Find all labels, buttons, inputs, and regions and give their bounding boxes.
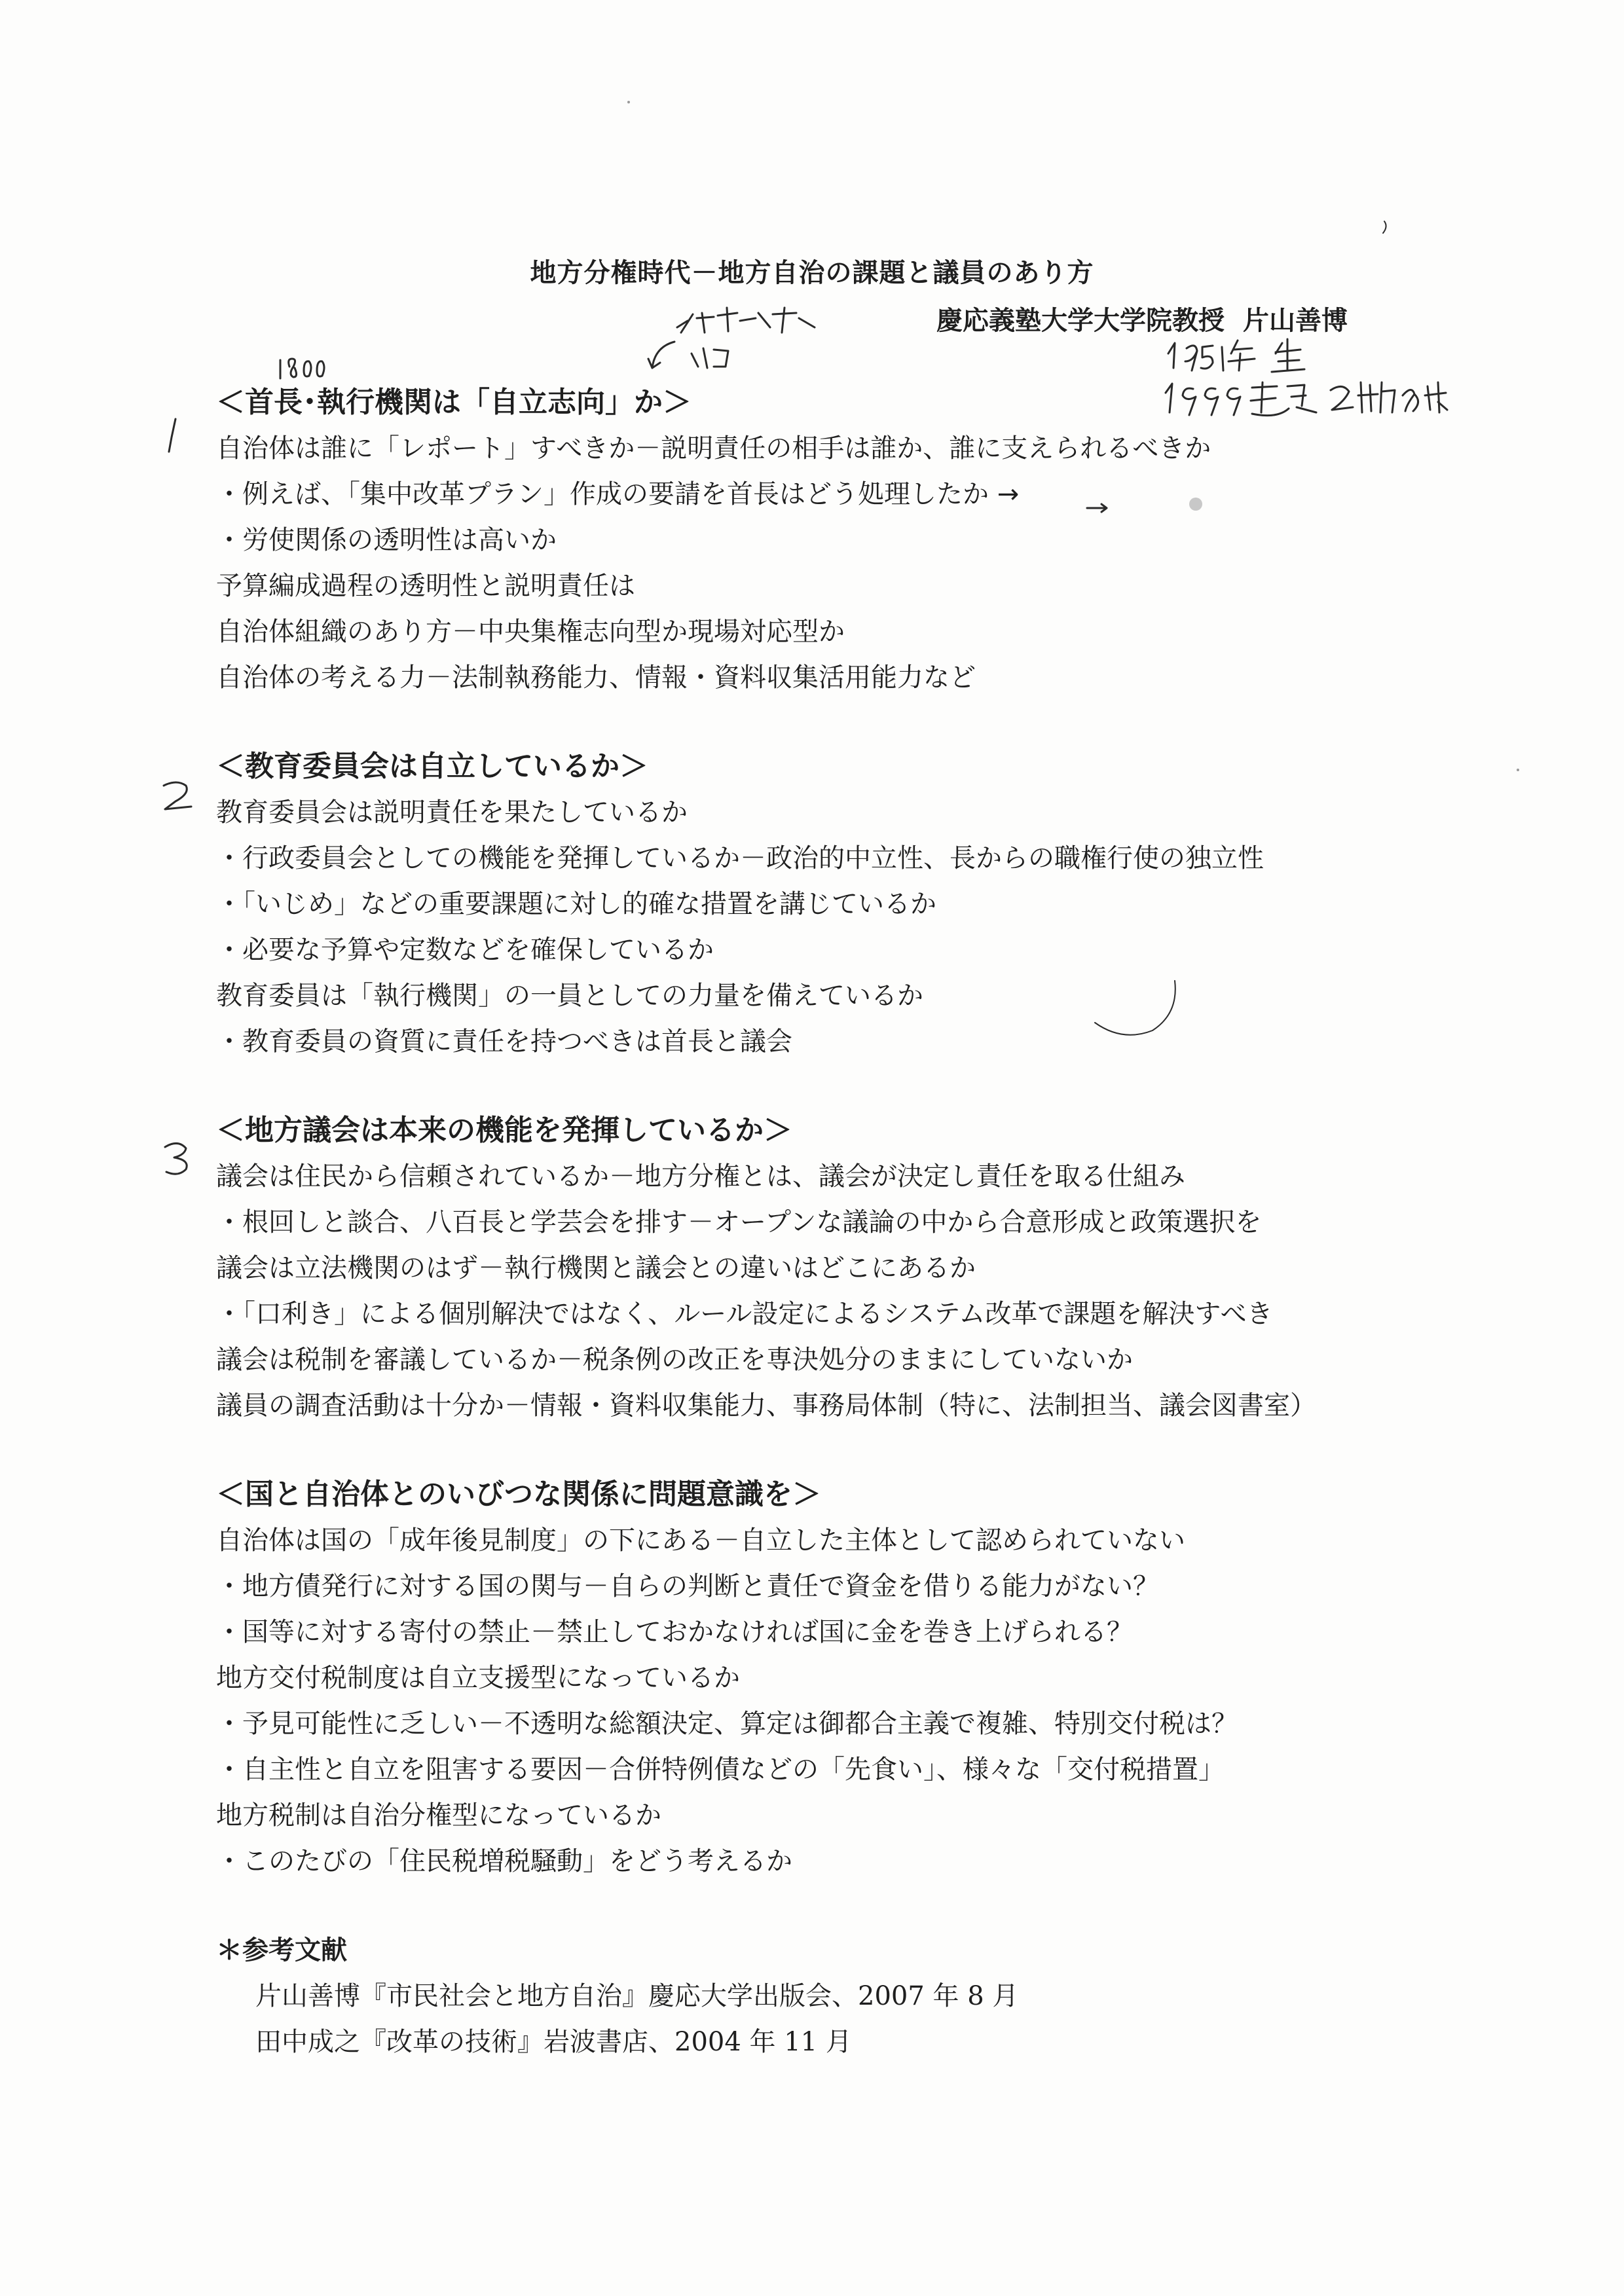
handwritten-margin-number-1	[169, 419, 175, 452]
handwritten-margin-number-2	[164, 782, 191, 809]
stray-dot	[1517, 769, 1519, 771]
handwritten-birth-year	[1168, 339, 1304, 372]
stray-dot	[627, 101, 630, 103]
document-title: 地方分権時代－地方自治の課題と議員のあり方	[530, 258, 1094, 288]
body-line: 自治体は国の「成年後見制度」の下にある－自立した主体として認められていない	[216, 1525, 1185, 1556]
section-local-assembly	[216, 1108, 1460, 1429]
body-line: ・「口利き」による個別解決ではなく、ルール設定によるシステム改革で課題を解決すべき	[216, 1299, 1273, 1329]
section-heading: ＜教育委員会は自立しているか＞	[216, 750, 648, 783]
body-line: ・予見可能性に乏しい－不透明な総額決定、算定は御都合主義で複雑、特別交付税は？	[216, 1709, 1238, 1739]
handwritten-arrow-note	[648, 308, 815, 368]
body-line: ・労使関係の透明性は高いか	[216, 525, 557, 555]
handwritten-1800-note	[280, 359, 324, 378]
author-affiliation: 慶応義塾大学大学院教授	[936, 306, 1225, 336]
author-line	[936, 300, 1348, 337]
body-line: 地方交付税制度は自立支援型になっているか	[216, 1663, 740, 1693]
body-line: 自治体組織のあり方－中央集権志向型か現場対応型か	[216, 617, 845, 647]
body-line: ・必要な予算や定数などを確保しているか	[216, 935, 714, 965]
handwritten-margin-number-3	[165, 1143, 187, 1174]
section-heading: ＜国と自治体とのいびつな関係に問題意識を＞	[216, 1478, 821, 1511]
body-line: ・このたびの「住民税増税騒動」をどう考えるか	[216, 1846, 792, 1876]
body-line: 自治体は誰に「レポート」すべきか－説明責任の相手は誰か、誰に支えられるべきか	[216, 433, 1211, 464]
body-line: 議会は立法機関のはず－執行機関と議会との違いはどこにあるか	[216, 1253, 976, 1283]
body-line: ・地方債発行に対する国の関与－自らの判断と責任で資金を借りる能力がない？	[216, 1571, 1159, 1601]
body-line: ・「いじめ」などの重要課題に対し的確な措置を講じているか	[216, 889, 936, 919]
body-line: ・根回しと談合、八百長と学芸会を排す－オープンな議論の中から合意形成と政策選択を	[216, 1207, 1262, 1237]
document-body	[216, 380, 1460, 2065]
section-education-board	[216, 744, 1460, 1065]
body-line: 教育委員会は説明責任を果たしているか	[216, 797, 688, 828]
author-name: 片山善博	[1243, 306, 1348, 336]
body-line: ・例えば、「集中改革プラン」作成の要請を首長はどう処理したか →	[216, 479, 1020, 509]
body-line: ・国等に対する寄付の禁止－禁止しておかなければ国に金を巻き上げられる？	[216, 1617, 1133, 1647]
reference-item: 田中成之『改革の技術』岩波書店、2004 年 11 月	[255, 2027, 852, 2057]
body-line: ・行政委員会としての機能を発揮しているか－政治的中立性、長からの職権行使の独立性	[216, 843, 1264, 873]
body-line: 予算編成過程の透明性と説明責任は	[216, 571, 635, 601]
section-heading: ＜首長･執行機関は「自立志向」か＞	[216, 386, 692, 419]
body-line: 議会は税制を審議しているか－税条例の改正を専決処分のままにしていないか	[216, 1345, 1133, 1375]
body-line: 議員の調査活動は十分か－情報・資料収集能力、事務局体制（特に、法制担当、議会図書室）	[216, 1391, 1316, 1421]
body-line: ・自主性と自立を阻害する要因－合併特例債などの「先食い」、様々な「交付税措置」	[216, 1755, 1225, 1785]
section-heading: ＜地方議会は本来の機能を発揮しているか＞	[216, 1114, 792, 1147]
body-line: ・教育委員の資質に責任を持つべきは首長と議会	[216, 1027, 792, 1057]
references-heading: ＊参考文献	[216, 1935, 347, 1965]
section-state-municipal-relation	[216, 1472, 1460, 1884]
body-line: 自治体の考える力－法制執務能力、情報・資料収集活用能力など	[216, 663, 976, 693]
reference-item: 片山善博『市民社会と地方自治』慶応大学出版会、2007 年 8 月	[255, 1981, 1019, 2011]
body-line: 議会は住民から信頼されているか－地方分権とは、議会が決定し責任を取る仕組み	[216, 1161, 1185, 1192]
stray-pen-mark	[1383, 221, 1386, 233]
body-line: 地方税制は自治分権型になっているか	[216, 1800, 661, 1831]
section-executive	[216, 380, 1460, 701]
body-line: 教育委員は「執行機関」の一員としての力量を備えているか	[216, 981, 923, 1011]
references-section	[216, 1927, 1460, 2065]
